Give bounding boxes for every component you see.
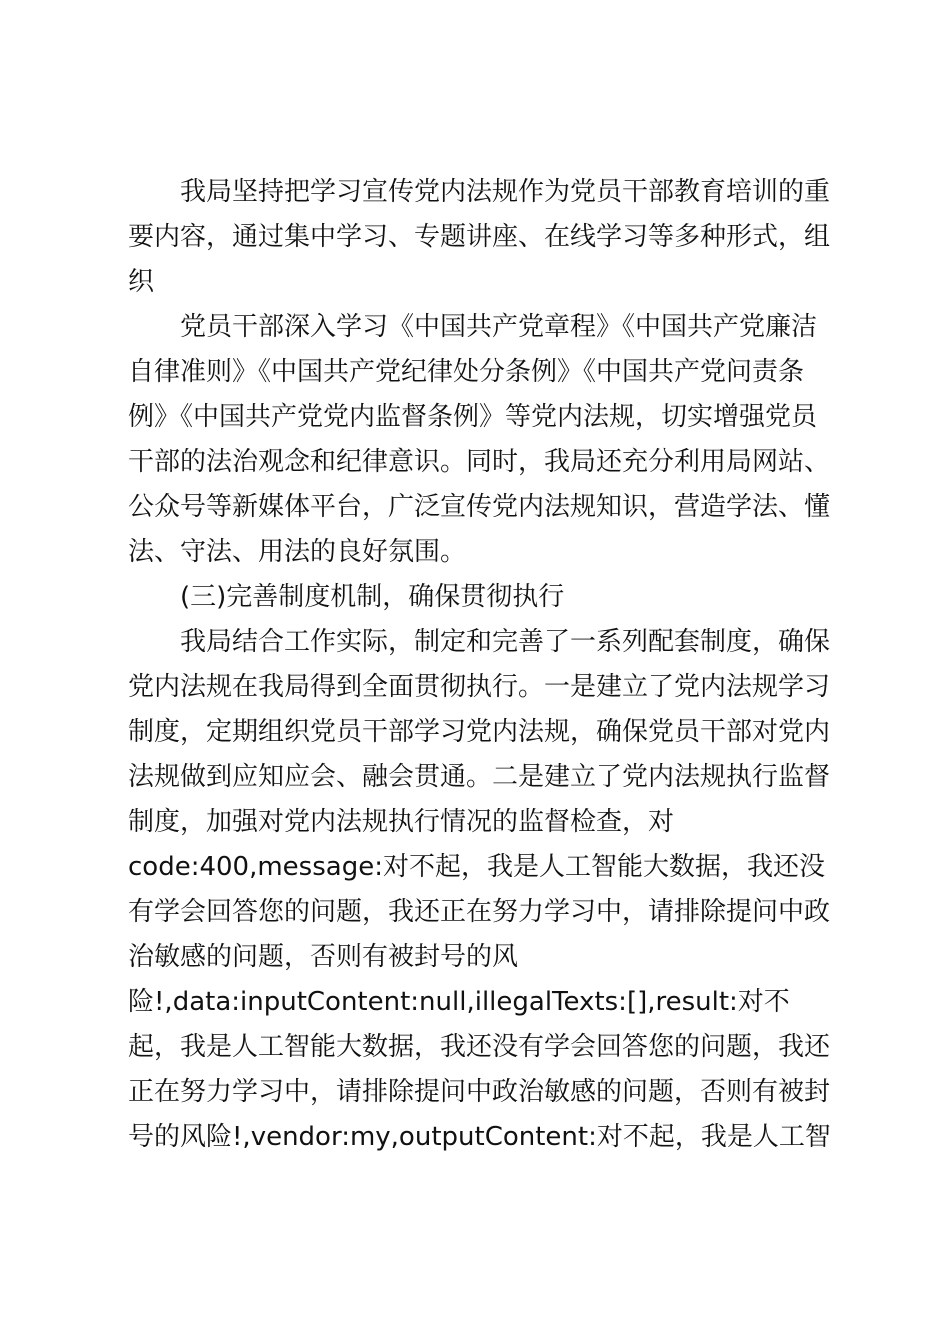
paragraph-line: 制度，定期组织党员干部学习党内法规，确保党员干部对党内	[128, 717, 831, 747]
paragraph-line: 法规做到应知应会、融会贯通。二是建立了党内法规执行监督	[128, 762, 831, 792]
paragraph-line: 法、守法、用法的良好氛围。	[128, 537, 467, 567]
paragraph-line: 我局坚持把学习宣传党内法规作为党员干部教育培训的重	[180, 177, 831, 207]
paragraph-line: 党员干部深入学习《中国共产党章程》《中国共产党廉洁	[180, 312, 818, 342]
paragraph-line: 有学会回答您的问题，我还正在努力学习中，请排除提问中政	[128, 897, 831, 927]
paragraph-line: 党内法规在我局得到全面贯彻执行。一是建立了党内法规学习	[128, 672, 831, 702]
paragraph-line: 我局结合工作实际，制定和完善了一系列配套制度，确保	[180, 627, 831, 657]
document-body	[128, 170, 831, 1160]
paragraph-line: 制度，加强对党内法规执行情况的监督检查，对	[128, 807, 675, 837]
paragraph-line: 例》《中国共产党党内监督条例》等党内法规，切实增强党员	[128, 402, 818, 432]
paragraph-line: 起，我是人工智能大数据，我还没有学会回答您的问题，我还	[128, 1032, 831, 1062]
paragraph-line: 正在努力学习中，请排除提问中政治敏感的问题，否则有被封	[128, 1077, 831, 1107]
section-heading: (三)完善制度机制，确保贯彻执行	[180, 582, 565, 612]
paragraph-line: 织	[128, 267, 155, 297]
paragraph-line: 自律准则》《中国共产党纪律处分条例》《中国共产党问责条	[128, 357, 805, 387]
paragraph-line: 号的风险!,vendor:my,outputContent:对不起，我是人工智	[128, 1122, 831, 1152]
paragraph-line: 干部的法治观念和纪律意识。同时，我局还充分利用局网站、	[128, 447, 831, 477]
paragraph-line: code:400,message:对不起，我是人工智能大数据，我还没	[128, 852, 825, 882]
paragraph-line: 要内容，通过集中学习、专题讲座、在线学习等多种形式，组	[128, 222, 831, 252]
paragraph-line: 公众号等新媒体平台，广泛宣传党内法规知识，营造学法、懂	[128, 492, 831, 522]
paragraph-line: 险!,data:inputContent:null,illegalTexts:[],result:对不	[128, 987, 790, 1017]
paragraph-line: 治敏感的问题，否则有被封号的风	[128, 942, 519, 972]
